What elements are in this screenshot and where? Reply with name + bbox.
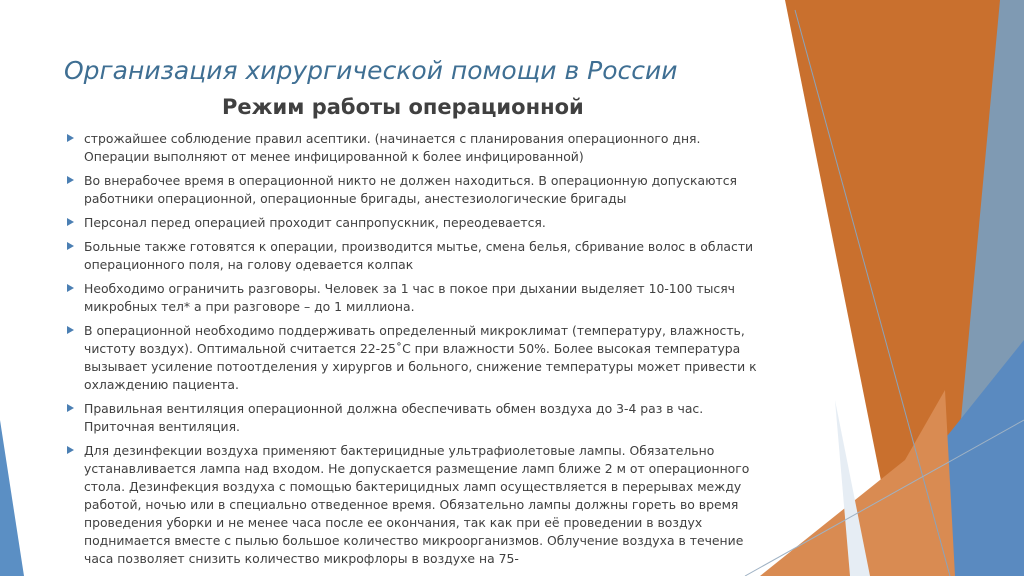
slide-subtitle: Режим работы операционной [222, 95, 584, 119]
bullet-arrow-icon [67, 134, 74, 142]
bullet-text: Больные также готовятся к операции, производится мытье, смена белья, сбривание волос в области операционного поля, на голову одевается колпак [84, 239, 754, 272]
left-blue-strip [0, 420, 24, 576]
bullet-item [66, 280, 766, 316]
bullet-item [66, 214, 766, 232]
bullet-list [66, 130, 766, 574]
bullet-text: Во внерабочее время в операционной никто не должен находиться. В операционную допускаются работники операционной, операционные бригады, анестезиологические бригады [84, 173, 737, 206]
bullet-text: В операционной необходимо поддерживать определенный микроклимат (температуру, влажность, чистоту воздух). Оптимальной считается 22-25˚С при влажности 50%. Более высокая температура вызывает усиление потоотделения у хирургов и больного, снижение температуры может привести к охлаждению пациента. [84, 323, 757, 392]
bullet-item [66, 400, 766, 436]
bullet-text: Правильная вентиляция операционной должна обеспечивать обмен воздуха до 3-4 раз в час. Приточная вентиляция. [84, 401, 704, 434]
bullet-arrow-icon [67, 404, 74, 412]
bullet-arrow-icon [67, 218, 74, 226]
bullet-item [66, 322, 766, 394]
bullet-item [66, 238, 766, 274]
bullet-arrow-icon [67, 242, 74, 250]
bullet-arrow-icon [67, 176, 74, 184]
slide-title: Организация хирургической помощи в России [64, 56, 678, 85]
bullet-text: Персонал перед операцией проходит санпропускник, переодевается. [84, 215, 546, 230]
bullet-arrow-icon [67, 446, 74, 454]
bullet-text: строжайшее соблюдение правил асептики. (начинается с планирования операционного дня. Операции выполняют от менее инфицированной к более инфицированной) [84, 131, 701, 164]
bullet-item [66, 172, 766, 208]
bullet-arrow-icon [67, 326, 74, 334]
bullet-text: Для дезинфекции воздуха применяют бактерицидные ультрафиолетовые лампы. Обязательно устанавливается лампа над входом. Не допускается размещение ламп ближе 2 м от операционного стола. Дезинфекция воздуха с помощью бактерицидных ламп осуществляется в перерывах между работой, ночью или в специально отведенное время. Обязательно лампы должны гореть во время проведения уборки и не менее часа после ее окончания, так как при её проведении в воздух поднимается вместе с пылью большое количество микроорганизмов. Облучение воздуха в течение часа позволяет снизить количество микрофлоры в воздухе на 75- [84, 443, 750, 566]
bullet-item [66, 130, 766, 166]
bullet-item [66, 442, 766, 568]
bullet-text: Необходимо ограничить разговоры. Человек за 1 час в покое при дыхании выделяет 10-100 тысяч микробных тел* а при разговоре – до 1 миллиона. [84, 281, 735, 314]
bullet-arrow-icon [67, 284, 74, 292]
